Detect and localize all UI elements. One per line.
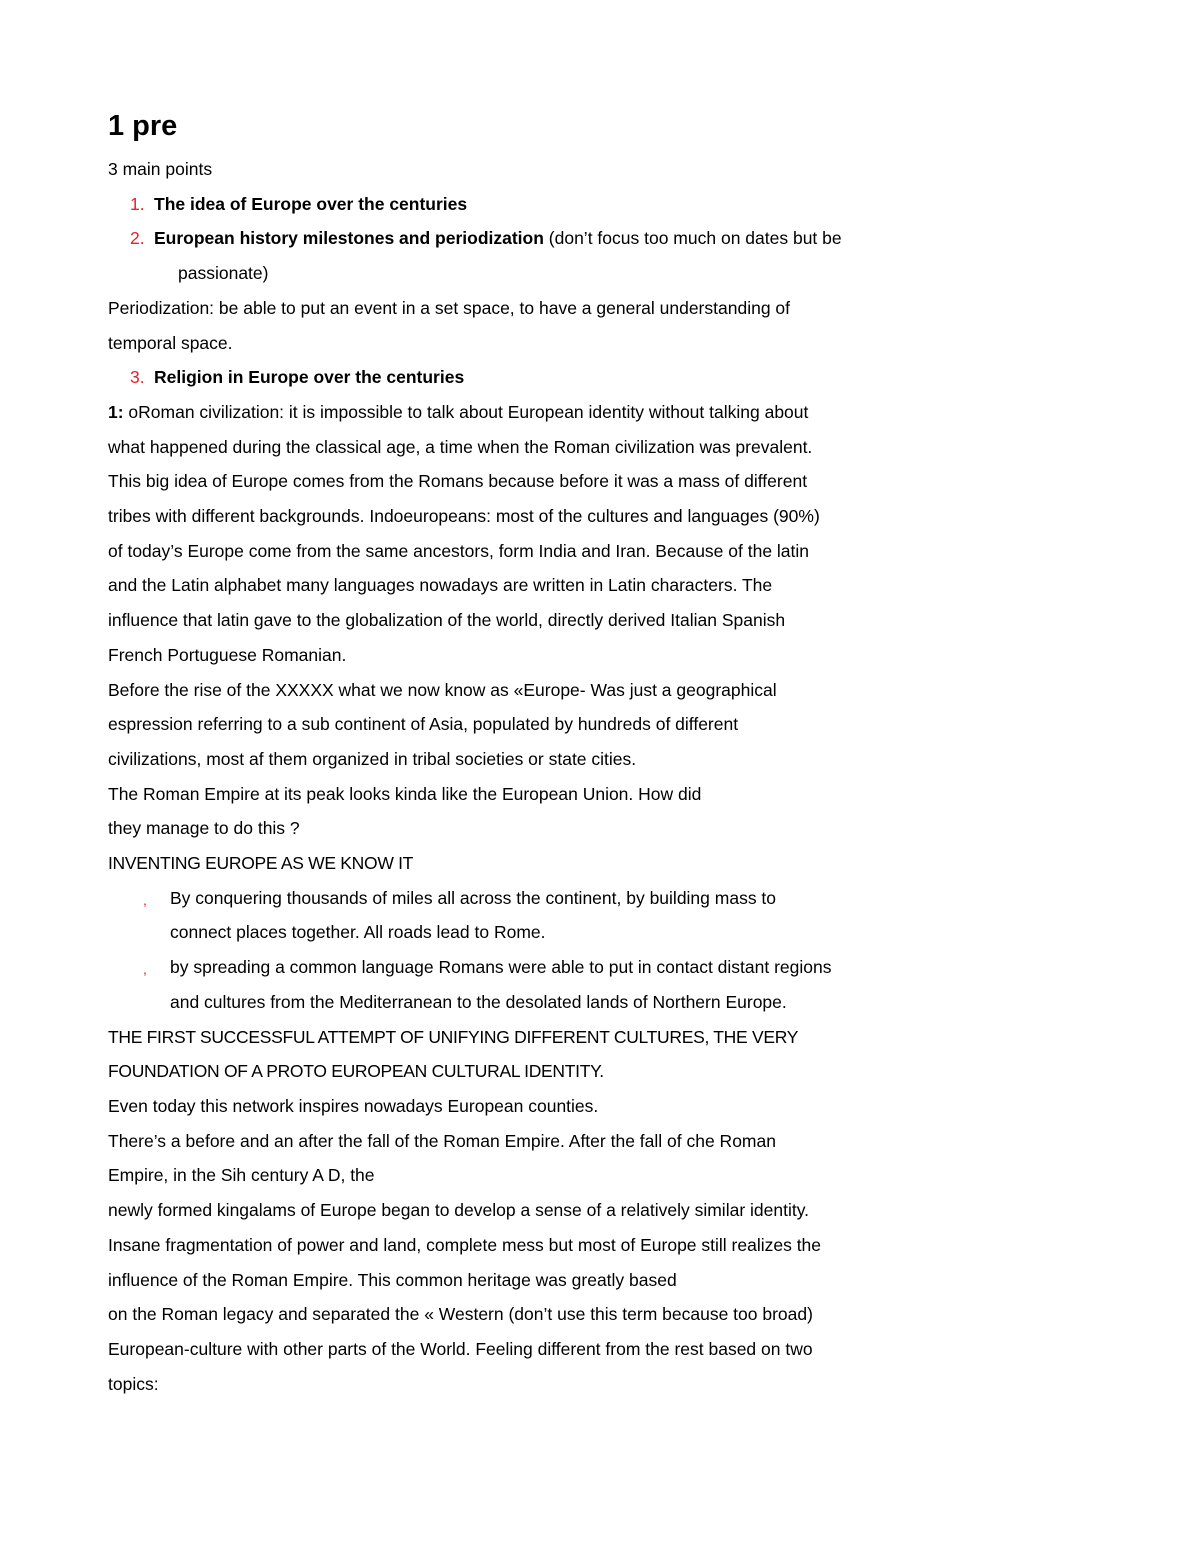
bullet-text: By conquering thousands of miles all across the continent, by building mass to connect places together. All roads lead to Rome. — [170, 887, 777, 943]
paragraph-line: There’s a before and an after the fall of the Roman Empire. After the fall of che Roman — [108, 1130, 776, 1151]
paragraph-line: newly formed kingalams of Europe began to develop a sense of a relatively similar identity. — [108, 1200, 810, 1221]
paragraph-line: on the Roman legacy and separated the « Western (don’t use this term because too broad) — [108, 1304, 813, 1325]
bullet-text: by spreading a common language Romans were able to put in contact distant regions and cultures from the Mediterranean to the desolated lands of Northern Europe. — [170, 957, 832, 1012]
point-rest: (don’t focus too much on dates but be — [543, 228, 842, 249]
paragraph-line: temporal space. — [108, 332, 233, 353]
main-points-list-cont — [130, 360, 1080, 395]
bullet-item — [143, 881, 1080, 950]
point-bold: European history milestones and periodization — [154, 228, 544, 249]
paragraph-line: topics: — [108, 1373, 159, 1394]
paragraph-line: they manage to do this ? — [108, 818, 300, 839]
paragraph-line: what happened during the classical age, a time when the Roman civilization was prevalent. — [108, 436, 813, 457]
paragraph-line: European-culture with other parts of the World. Feeling different from the rest based on two — [108, 1338, 813, 1359]
bullet-item — [143, 950, 1080, 1019]
paragraph-line — [108, 395, 1080, 430]
point-bold: Religion in Europe over the centuries — [154, 367, 465, 388]
paragraph-line: of today’s Europe come from the same ancestors, form India and Iran. Because of the latin — [108, 540, 810, 561]
paragraph-line: Periodization: be able to put an event in a set space, to have a general understanding of — [108, 297, 791, 318]
list-item — [130, 221, 1080, 256]
main-points-list — [130, 187, 1080, 291]
list-item — [130, 187, 1080, 222]
list-number: 3. — [130, 367, 145, 388]
paragraph-line: Before the rise of the XXXXX what we now know as «Europe- Was just a geographical — [108, 679, 777, 700]
paragraph-line: French Portuguese Romanian. — [108, 644, 347, 665]
document-title: 1 pre — [108, 110, 178, 142]
paragraph-line: Even today this network inspires nowadays European counties. — [108, 1095, 599, 1116]
paragraph-line: civilizations, most af them organized in tribal societies or state cities. — [108, 748, 637, 769]
paragraph-line: Insane fragmentation of power and land, complete mess but most of Europe still realizes the — [108, 1234, 822, 1255]
paragraph-line: and the Latin alphabet many languages nowadays are written in Latin characters. The — [108, 575, 773, 596]
list-item — [130, 360, 1080, 395]
paragraph-line: espression referring to a sub continent of Asia, populated by hundreds of different — [108, 714, 739, 735]
section-heading: INVENTING EUROPE AS WE KNOW IT — [108, 853, 414, 874]
paragraph-line: Empire, in the Sih century A D, the — [108, 1165, 375, 1186]
paragraph-line: influence of the Roman Empire. This common heritage was greatly based — [108, 1269, 677, 1290]
subtitle: 3 main points — [108, 159, 213, 179]
point-bold: The idea of Europe over the centuries — [154, 193, 468, 214]
list-number: 2. — [130, 228, 145, 249]
list-number: 1. — [130, 193, 145, 214]
paragraph-line: influence that latin gave to the globalization of the world, directly derived Italian Spanish — [108, 610, 786, 631]
bullet-icon: , — [143, 961, 147, 978]
bullet-icon: , — [143, 891, 147, 908]
section-text: oRoman civilization: it is impossible to talk about European identity without talking about — [123, 401, 809, 422]
paragraph-line: This big idea of Europe comes from the Romans because before it was a mass of different — [108, 471, 808, 492]
caps-line: FOUNDATION OF A PROTO EUROPEAN CULTURAL IDENTITY. — [108, 1061, 604, 1082]
point-continuation: passionate) — [178, 263, 269, 284]
caps-line: THE FIRST SUCCESSFUL ATTEMPT OF UNIFYING DIFFERENT CULTURES, THE VERY — [108, 1026, 799, 1047]
paragraph-line: tribes with different backgrounds. Indoeuropeans: most of the cultures and languages (90%) — [108, 506, 820, 527]
section-label: 1: — [108, 401, 124, 422]
paragraph-line: The Roman Empire at its peak looks kinda like the European Union. How did — [108, 783, 702, 804]
